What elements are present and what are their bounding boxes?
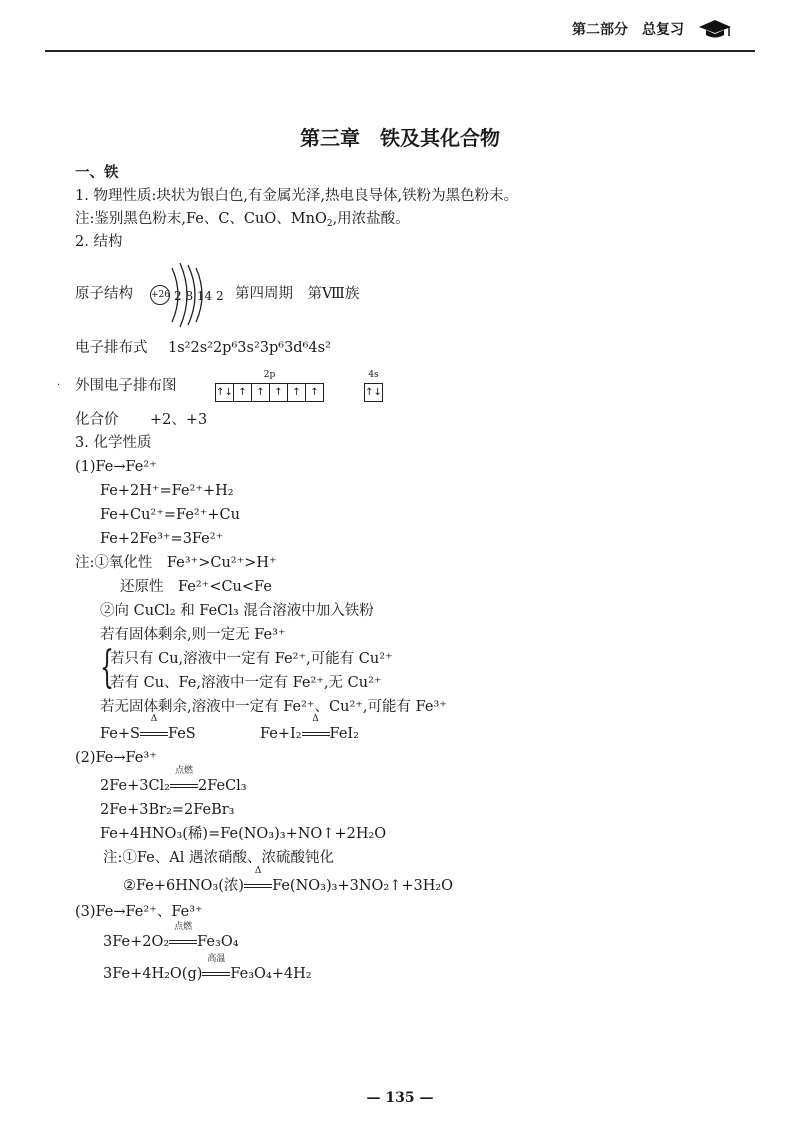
note-cu-fe: 若有 Cu、Fe,溶液中一定有 Fe²⁺,无 Cu²⁺ [110, 675, 382, 691]
note-no-solid: 若无固体剩余,溶液中一定有 Fe²⁺、Cu²⁺,可能有 Fe³⁺ [100, 699, 447, 715]
section-heading-iron: 一、铁 [75, 165, 119, 181]
physical-properties: 1. 物理性质:块状为银白色,有金属光泽,热电良导体,铁粉为黑色粉末。 [75, 188, 519, 204]
reaction-fe-br2: 2Fe+3Br₂=2FeBr₃ [100, 802, 235, 818]
sub-heading-2: (2)Fe→Fe³⁺ [75, 750, 157, 766]
reaction-fe-steam: 3Fe+4H₂O(g) 高温 Fe₃O₄+4H₂ [103, 954, 312, 982]
orbital-diagram-label: 外围电子排布图 [75, 378, 177, 394]
running-header [572, 18, 732, 40]
period-group: 第四周期 第Ⅷ族 [235, 286, 360, 302]
note-oxidizing: 注:①氧化性 Fe³⁺>Cu²⁺>H⁺ [75, 555, 277, 571]
orbital-box: ↑↓ [365, 387, 382, 398]
margin-dot: · [57, 380, 61, 391]
reaction-fe-o2: 3Fe+2O₂ 点燃 Fe₃O₄ [103, 922, 239, 950]
note-only-cu: 若只有 Cu,溶液中一定有 Fe²⁺,可能有 Cu²⁺ [110, 651, 393, 667]
orbital-box: ↑ [310, 387, 319, 398]
graduation-cap-icon [698, 18, 732, 40]
valence-label: 化合价 [75, 412, 119, 428]
header-section: 总复习 [642, 22, 684, 38]
note-mixture: ②向 CuCl₂ 和 FeCl₃ 混合溶液中加入铁粉 [100, 603, 374, 619]
shell-arcs [160, 260, 210, 330]
page-number: — 135 — [366, 1090, 434, 1106]
chemical-properties-heading: 3. 化学性质 [75, 435, 152, 451]
electron-config: 1s²2s²2p⁶3s²3p⁶3d⁶4s² [168, 340, 331, 356]
note-reducing: 还原性 Fe²⁺<Cu<Fe [120, 579, 272, 595]
electron-shells: 2 8 14 2 [174, 289, 224, 303]
structure-heading: 2. 结构 [75, 234, 123, 250]
note-solid-remains: 若有固体剩余,则一定无 Fe³⁺ [100, 627, 286, 643]
sub-heading-1: (1)Fe→Fe²⁺ [75, 459, 157, 475]
note-identify: 注:鉴别黑色粉末,Fe、C、CuO、MnO$_2$,用浓盐酸。 [75, 211, 410, 229]
reaction-fe-fe3: Fe+2Fe³⁺=3Fe²⁺ [100, 531, 224, 547]
orbital-3d: 2p ↑↓ ↑ ↑ ↑ ↑ ↑ [215, 381, 324, 402]
atomic-structure-label: 原子结构 [75, 286, 133, 302]
brace: { [100, 642, 114, 693]
valence-value: +2、+3 [150, 412, 208, 428]
orbital-box: ↑ [270, 384, 288, 401]
reaction-fe-dilute-hno3: Fe+4HNO₃(稀)=Fe(NO₃)₃+NO↑+2H₂O [100, 826, 387, 842]
reaction-fe-h: Fe+2H⁺=Fe²⁺+H₂ [100, 483, 234, 499]
orbital-box: ↑ [288, 384, 306, 401]
orbital-box: ↑ [234, 384, 252, 401]
sub-heading-3: (3)Fe→Fe²⁺、Fe³⁺ [75, 904, 203, 920]
orbital-4s: 4s ↑↓ [364, 381, 383, 402]
config-label: 电子排布式 [75, 340, 148, 356]
reaction-fe-s: Fe+S Δ FeS [100, 714, 196, 742]
nucleus: +26 [150, 285, 170, 305]
orbital-box: ↑↓ [216, 384, 234, 401]
header-rule [45, 50, 755, 52]
chapter-title: 第三章 铁及其化合物 [300, 126, 500, 150]
note-passivation: 注:①Fe、Al 遇浓硝酸、浓硫酸钝化 [103, 850, 334, 866]
reaction-fe-cu: Fe+Cu²⁺=Fe²⁺+Cu [100, 507, 240, 523]
orbital-box: ↑ [252, 384, 270, 401]
reaction-fe-conc-hno3: ②Fe+6HNO₃(浓) Δ Fe(NO₃)₃+3NO₂↑+3H₂O [123, 866, 454, 894]
reaction-fe-i2: Fe+I₂ Δ FeI₂ [260, 714, 359, 742]
header-part: 第二部分 [572, 22, 628, 38]
reaction-fe-cl2: 2Fe+3Cl₂ 点燃 2FeCl₃ [100, 766, 247, 794]
